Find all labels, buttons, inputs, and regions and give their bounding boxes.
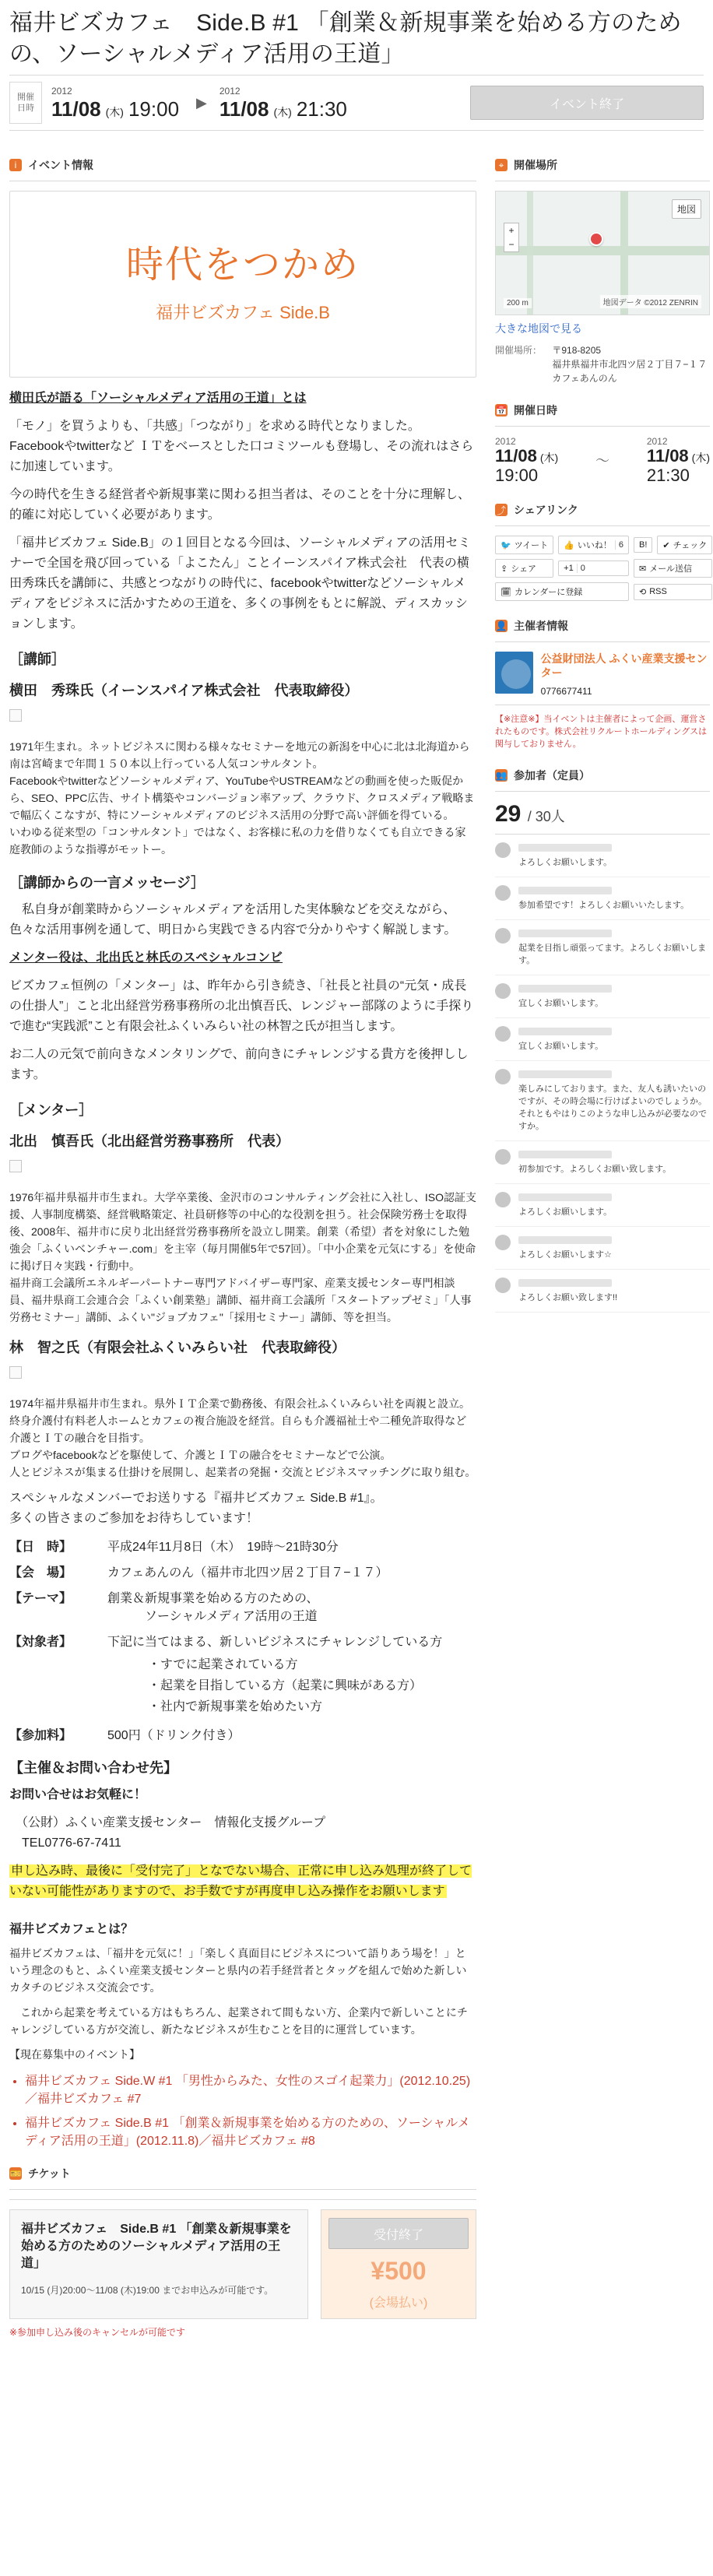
- participants-capacity: 30人: [535, 809, 565, 824]
- hero-sub-text: 福井ビズカフェ Side.B: [156, 302, 330, 322]
- share-plusone-button[interactable]: [558, 561, 629, 576]
- avatar: [495, 1149, 511, 1165]
- participant-body: [518, 1026, 710, 1053]
- event-datetime-bar: [9, 75, 704, 131]
- share-calendar-button[interactable]: [495, 582, 629, 601]
- sidebar: [495, 140, 710, 2339]
- side-share-title: [495, 497, 710, 526]
- desc-heading: 横田氏が語る「ソーシャルメディア活用の王道」とは: [9, 392, 307, 405]
- detail-theme: [9, 1588, 476, 1624]
- side-venue-title: [495, 153, 710, 181]
- info-icon: i: [9, 159, 22, 171]
- ticket-price-sub: (会場払い): [369, 2297, 428, 2310]
- participant-item: [495, 835, 710, 877]
- venue-meta-value: 〒918-8205 福井県福井市北四ツ居２丁目７−１７ カフェあんのん: [552, 345, 708, 384]
- participant-name-blur: [518, 1236, 612, 1244]
- participant-item: [495, 920, 710, 975]
- event-status-button[interactable]: イベント終了: [470, 86, 704, 120]
- ticket-note: ※参加申し込み後のキャンセルが可能です: [9, 2327, 186, 2338]
- end-year: 2012: [219, 85, 241, 97]
- participant-name-blur: [518, 1279, 612, 1287]
- end-line: [220, 98, 352, 121]
- share-rss-button[interactable]: [634, 584, 712, 600]
- lecturer-bio: 1971年生まれ。ネットビジネスに関わる様々なセミナーを地元の新潟を中心に北は北海道から南は宮崎まで年間１５０本以上行っている人気コンサルタント。 Facebookやtwitterなどソーシャルメディア、YouTubeやUSTREAMなどの動画を使った販促から、SEO、PPC広告、サイト構築やコンバージョン率アップ、クラウド、クロスメディア戦略まで幅広くこなすが、特にソーシャルメディアのビジネス活用の分野で高い評価を得ている。 いわゆる従来型の「コンサルタント」ではなく、お客様に私の力を借りなくても自立できる家庭教師のような指導がモットー。: [9, 740, 475, 856]
- map-zoom-controls[interactable]: [504, 223, 519, 252]
- detail-fee-key: 【参加料】: [9, 1729, 72, 1742]
- side-start: [495, 436, 558, 485]
- mentor-heading: メンター役は、北出氏と林氏のスペシャルコンビ: [9, 951, 283, 965]
- ticket-closed-button[interactable]: 受付終了: [328, 2218, 469, 2249]
- rss-icon: ⟲: [638, 587, 647, 597]
- share-mail-button[interactable]: [634, 559, 712, 578]
- participant-item: [495, 1184, 710, 1227]
- mentor-paragraph: ビズカフェ恒例の「メンター」は、昨年から引き続き、「社長と社員の“元気・成長の仕掛人”」こと北出経営労務事務所の北出慎吾氏、レンジャー部隊のように手探りで進む“実践派”こと有限会社ふくいみらい社の林智之氏が担当します。: [9, 979, 474, 1033]
- ticket-price: ¥500: [371, 2257, 427, 2285]
- side-start-time: 19:00: [495, 466, 539, 485]
- map-copyright: 地図データ ©2012 ZENRIN: [600, 295, 701, 308]
- contact-lead: お問い合せはお気軽に！: [9, 1788, 147, 1801]
- avatar: [495, 1277, 511, 1293]
- organizer-icon: 👤: [495, 620, 508, 631]
- participant-name-blur: [518, 1151, 612, 1158]
- mail-icon: ✉: [638, 564, 647, 574]
- share-label: RSS: [649, 587, 667, 596]
- participant-item: [495, 1061, 710, 1141]
- bizcafe-about-2: これから起業を考えている方はもちろん、起業されて間もない方、企業内で新しいことにチャレンジしている方が交流し、新たなビジネスが生むことを目的に運営しています。: [9, 2006, 468, 2036]
- participant-item: [495, 1141, 710, 1184]
- detail-theme-key: 【テーマ】: [9, 1592, 72, 1605]
- current-events-list: [9, 2071, 476, 2149]
- start-datetime: [51, 86, 184, 121]
- detail-venue-value: カフェあんのん（福井市北四ツ居２丁目７−１７）: [107, 1566, 388, 1580]
- venue-meta-key: 開催場所：: [495, 345, 543, 356]
- side-participants-title: [495, 763, 710, 792]
- target-item: ・すでに起業されている方: [148, 1658, 298, 1671]
- target-list: [107, 1654, 476, 1714]
- end-dow: (木): [273, 105, 292, 118]
- participant-message: 初参加です。よろしくお願い致します。: [518, 1165, 672, 1174]
- side-datetime-title: [495, 398, 710, 427]
- hero-main-text: 時代をつかめ: [125, 244, 360, 286]
- desc-3: [9, 533, 476, 634]
- side-end-year: 2012: [646, 436, 668, 447]
- avatar: [495, 842, 511, 858]
- side-end: [647, 436, 710, 485]
- map-type-button[interactable]: 地図: [672, 199, 701, 219]
- participant-name-blur: [518, 985, 612, 993]
- share-label: +1: [564, 564, 574, 573]
- participant-name-blur: [518, 930, 612, 937]
- section-ticket: [9, 2161, 476, 2190]
- participant-body: [518, 1069, 710, 1133]
- start-dow: (木): [105, 105, 124, 118]
- ticket-card: [9, 2199, 476, 2319]
- side-datetime-title-label: 開催日時: [514, 404, 557, 416]
- detail-datetime-value: 平成24年11月8日（木） 19時〜21時30分: [107, 1541, 339, 1554]
- detail-target-key: 【対象者】: [9, 1636, 72, 1649]
- side-end-date: 11/08: [646, 446, 689, 466]
- calendar-add-icon: 🗓: [501, 587, 511, 597]
- start-date: 11/08: [51, 97, 101, 121]
- bigger-map-link[interactable]: 大きな地図で見る: [495, 322, 582, 335]
- side-share-title-label: シェアリンク: [514, 504, 578, 516]
- share-label: シェア: [511, 564, 536, 574]
- avatar: [495, 928, 511, 944]
- venue-meta: [495, 343, 710, 385]
- side-dates: [495, 436, 710, 485]
- image-placeholder-icon: [9, 1160, 22, 1172]
- current-events-label: 【現在募集中のイベント】: [9, 2048, 140, 2061]
- map-widget[interactable]: [495, 191, 710, 315]
- share-label: いいね！: [577, 541, 612, 550]
- desc-paragraph: 「モノ」を買うよりも、「共感」「つながり」を求める時代となりました。 Facebookやtwitterなど ＩＴをベースとした口コミツールも登場し、その流れはさらに加速しています。: [9, 420, 474, 473]
- detail-datetime: [9, 1537, 476, 1555]
- detail-venue-key: 【会 場】: [9, 1566, 72, 1580]
- share-label: カレンダーに登録: [514, 588, 583, 597]
- side-participants-title-label: 参加者（定員）: [514, 769, 590, 782]
- participant-name-blur: [518, 1070, 612, 1078]
- image-placeholder-icon: [9, 709, 22, 722]
- end-time: 21:30: [296, 97, 347, 121]
- participant-message: よろしくお願いします。: [518, 858, 613, 867]
- participant-body: [518, 1149, 710, 1176]
- bizcafe-about-1: 福井ビズカフェは、「福井を元気に！」「楽しく真面目にビジネスについて語りあう場を！」という理念のもと、ふくい産業支援センターと県内の若手経営者とタッグを組んで始めた新しいカタチのビジネス交流会です。: [9, 1947, 467, 1994]
- event-description: [9, 388, 476, 2149]
- detail-fee-value: 500円（ドリンク付き）: [107, 1729, 241, 1742]
- section-message: ［講師からの一言メッセージ］: [9, 875, 205, 891]
- side-start-year: 2012: [495, 436, 516, 447]
- participant-body: [518, 928, 710, 967]
- current-event-text[interactable]: 福井ビズカフェ Side.W #1 「男性からみた、女性のスゴイ起業力」(2012.10.25)／福井ビズカフェ #7: [25, 2075, 471, 2106]
- share-icon: ⤴: [496, 504, 506, 516]
- start-line: [51, 98, 184, 121]
- detail-theme-value: 創業＆新規事業を始める方のための、 ソーシャルメディア活用の王道: [107, 1592, 319, 1623]
- avatar: [495, 1235, 511, 1250]
- participant-name-blur: [518, 1193, 612, 1201]
- share-like-button[interactable]: [558, 536, 629, 554]
- participants-number: 29: [495, 801, 522, 827]
- calendar-icon: 📅: [495, 405, 508, 416]
- map-link-wrap: [495, 320, 710, 337]
- zoom-out-icon[interactable]: −: [508, 239, 515, 250]
- important-highlight: 申し込み時、最後に「受付完了」となでない場合、正常に申し込み処理が終了していない可能性がありますので、お手数ですが再度申し込み操作をお願いします: [9, 1864, 472, 1898]
- end-date: 11/08: [219, 97, 269, 121]
- participant-item: [495, 1227, 710, 1270]
- participants-icon: 👥: [495, 770, 508, 781]
- location-icon: ⌖: [495, 159, 508, 171]
- participants-list: [495, 834, 710, 1313]
- start-time: 19:00: [128, 97, 180, 121]
- organizer-tel: 0776677411: [540, 686, 592, 697]
- section-contact: 【主催＆お問い合わせ先】: [9, 1760, 177, 1776]
- ticket-icon: 🎫: [9, 2168, 22, 2179]
- current-event-text[interactable]: 福井ビズカフェ Side.B #1 「創業＆新規事業を始める方のための、ソーシャルメディア活用の王道」(2012.11.8)／福井ビズカフェ #8: [25, 2117, 470, 2148]
- desc-paragraph: 「福井ビズカフェ Side.B」の１回目となる今回は、ソーシャルメディアの活用セミナーで全国を飛び回っている「よこたん」ことイーンスパイア株式会社 代表の横田秀珠氏を講師に、共感とつながりの時代に、facebookやtwitterなどソーシャルメディアをビジネスに活かすための王道を、多くの事例をもとに解説、ディスカッションします。: [9, 536, 471, 631]
- share-count: 0: [577, 564, 585, 573]
- zoom-in-icon[interactable]: +: [508, 225, 515, 236]
- participant-message: よろしくお願い致します!!: [518, 1293, 618, 1302]
- date-badge: [9, 82, 42, 124]
- share-buttons: [495, 536, 710, 601]
- mentor-paragraph-2: お二人の元気で前向きなメンタリングで、前向きにチャレンジする貴方を後押しします。: [9, 1048, 469, 1081]
- organizer-info: [541, 652, 710, 697]
- participant-message: 楽しみにしております。また、友人も誘いたいのですが、その時会場に行けばよいのでしょうか。それともやはりこのような申し込みが必要なのですか。: [518, 1084, 707, 1131]
- participant-message: よろしくお願いします☆: [518, 1250, 612, 1260]
- participant-message: 参加希望です！よろしくお願いいたします。: [518, 901, 690, 910]
- participant-item: [495, 877, 710, 920]
- side-end-dow: (木): [691, 452, 710, 464]
- side-organizer-title: [495, 613, 710, 642]
- main-column: [9, 140, 476, 2339]
- side-organizer-title-label: 主催者情報: [514, 620, 568, 632]
- map-marker-icon[interactable]: [589, 232, 603, 246]
- section-ticket-label: チケット: [28, 2167, 71, 2180]
- invite-paragraph: スペシャルなメンバーでお送りする『福井ビズカフェ Side.B #1』。 多くの皆さまのご参加をお待ちしています！: [9, 1492, 383, 1525]
- current-event-link[interactable]: [25, 2113, 476, 2149]
- ticket-info: [9, 2209, 308, 2319]
- desc-2: [9, 485, 476, 525]
- avatar: [495, 1026, 511, 1042]
- detail-target: [9, 1632, 476, 1717]
- mentor-2-bio: 1974年福井県福井市生まれ。県外ＩＴ企業で勤務後、有限会社ふくいみらい社を両親と設立。終身介護付有料老人ホームとカフェの複合施設を経営。自らも介護福祉士や二種免許取得など介護とＩＴの融合を目指す。 ブログやfacebookなどを駆使して、介護とＩＴの融合をセミナーなどで公演。 人とビジネスが集まる仕掛けを展開し、起業者の発掘・交流とビジネスマッチングに取り組む。: [9, 1397, 476, 1478]
- date-badge-text: 開催 日時: [17, 93, 34, 113]
- detail-datetime-key: 【日 時】: [9, 1541, 72, 1554]
- start-year: 2012: [51, 85, 72, 97]
- avatar: [495, 1069, 511, 1084]
- participant-message: 起業を目指し頑張ってます。よろしくお願いします。: [518, 944, 707, 965]
- mentor-2-name: 林 智之氏（有限会社ふくいみらい社 代表取締役）: [9, 1340, 346, 1355]
- current-event-link[interactable]: [25, 2071, 476, 2107]
- share-check-button[interactable]: [657, 536, 712, 554]
- contact-details: （公財）ふくい産業支援センター 情報化支援グループ TEL0776-67-7411: [22, 1816, 326, 1850]
- image-placeholder-icon: [9, 1366, 22, 1379]
- range-arrow-icon: ▶: [196, 94, 207, 111]
- share-share-button[interactable]: [495, 559, 553, 578]
- side-end-time: 21:30: [646, 466, 690, 485]
- organizer-name-link[interactable]: 公益財団法人 ふくい産業支援センター: [540, 652, 708, 679]
- venue-meta-row: [495, 343, 710, 385]
- detail-fee: [9, 1725, 476, 1743]
- organizer-card: [495, 652, 710, 697]
- like-icon: 👍: [564, 540, 574, 550]
- participant-item: [495, 975, 710, 1018]
- organizer-alert: 【※注意※】当イベントは主催者によって企画、運営されたものです。株式会社リクルートホールディングスは関与しておりません。: [495, 705, 710, 750]
- end-datetime: [220, 86, 352, 121]
- detail-target-text: 下記に当てはまる、新しいビジネスにチャレンジしている方: [107, 1636, 443, 1649]
- hero-banner: [9, 191, 476, 378]
- share-label: B!: [638, 540, 648, 550]
- share-label: ツイート: [514, 541, 549, 550]
- participant-message: 宜しくお願いします。: [518, 1042, 604, 1051]
- avatar: [495, 885, 511, 901]
- desc-paragraph: 今の時代を生きる経営者や新規事業に関わる担当者は、そのことを十分に理解し、的確に対応していく必要があります。: [9, 488, 471, 522]
- side-start-line: [495, 447, 558, 466]
- share-tweet-button[interactable]: [495, 536, 553, 554]
- lecturer-name: 横田 秀珠氏（イーンスパイア株式会社 代表取締役）: [9, 683, 359, 698]
- section-mentor: ［メンター］: [9, 1102, 93, 1118]
- tweet-icon: 🐦: [501, 540, 511, 550]
- participant-body: [518, 983, 710, 1010]
- share-label: メール送信: [649, 564, 692, 574]
- participants-count: 29 / 30人: [495, 801, 565, 827]
- participant-message: 宜しくお願いします。: [518, 999, 604, 1008]
- avatar: [495, 1192, 511, 1207]
- side-end-line: [647, 447, 710, 466]
- participant-name-blur: [518, 1028, 612, 1035]
- ticket-title: 福井ビズカフェ Side.B #1 「創業＆新規事業を始める方のためのソーシャルメディア活用の王道」: [21, 2223, 292, 2270]
- participant-body: [518, 1277, 710, 1304]
- participant-body: [518, 1192, 710, 1218]
- bizcafe-about-heading: 福井ビズカフェとは？: [9, 1923, 134, 1936]
- detail-target-value: [107, 1632, 476, 1717]
- avatar: [495, 983, 511, 999]
- desc-0: [9, 388, 476, 409]
- check-icon: ✔: [662, 540, 670, 550]
- section-event-info-label: イベント情報: [28, 159, 93, 171]
- side-venue-title-label: 開催場所: [514, 159, 557, 171]
- page-title: 福井ビズカフェ Side.B #1 「創業＆新規事業を始める方のための、ソーシャルメディア活用の王道」: [9, 10, 682, 67]
- participant-message: よろしくお願いします。: [518, 1207, 613, 1217]
- mentor-1-name: 北出 慎吾氏（北出経営労務事務所 代表）: [9, 1133, 290, 1149]
- organizer-logo: [495, 652, 533, 694]
- ticket-range: 10/15 (月)20:00〜11/08 (木)19:00 までお申込みが可能です。: [21, 2285, 274, 2296]
- important-note: [9, 1861, 476, 1902]
- detail-venue: [9, 1562, 476, 1580]
- participant-body: [518, 1235, 710, 1261]
- map-scale: 200 m: [504, 298, 532, 308]
- target-item: ・社内で新規事業を始めたい方: [148, 1700, 323, 1713]
- map-road: [527, 192, 533, 315]
- side-start-date: 11/08: [495, 446, 537, 466]
- mentor-1-bio: 1976年福井県福井市生まれ。大学卒業後、金沢市のコンサルティング会社に入社し、ISO認証支援、人事制度構築、経営戦略策定、社員研修等の中心的な役割を担う。社会保険労務士を取得後、2008年、福井市に戻り北出経営労務事務所を設立し開業。創業（希望）者を対象にした勉強会「ふくいベンチャー.com」を主宰（毎月開催5年で57回）。「中小企業を元気にする」を使命に掲げ日々実践・行動中。 福井商工会議所エネルギーパートナー専門アドバイザー専門家、産業支援センター専門相談員、福井県商工会連合会「ふくい創業塾」講師、福井商工会議所「スタートアップゼミ」「人事労務セミナー」講師、ふくい"ジョブカフェ"「採用セミナー」講師、等を担当。: [9, 1191, 476, 1323]
- desc-1: [9, 416, 476, 477]
- side-start-dow: (木): [539, 452, 559, 464]
- share-icon: ⇪: [501, 564, 508, 574]
- section-event-info: [9, 153, 476, 181]
- ticket-price-panel: [321, 2209, 476, 2319]
- participant-item: [495, 1018, 710, 1061]
- target-item: ・起業を目指している方（起業に興味がある方）: [148, 1679, 423, 1692]
- content-layout: [9, 140, 710, 2339]
- side-range-arrow-icon: 〜: [595, 453, 609, 469]
- participant-item: [495, 1270, 710, 1313]
- share-count: 6: [615, 540, 623, 550]
- message-paragraph: 私自身が創業時からソーシャルメディアを活用した実体験などを交えながら、色々な活用事例を通して、明日から実践できる内容で分かりやすく解説します。: [9, 903, 457, 937]
- participant-body: [518, 842, 710, 869]
- participant-name-blur: [518, 887, 612, 894]
- share-label: チェック: [673, 541, 708, 550]
- participant-body: [518, 885, 710, 912]
- participant-name-blur: [518, 844, 612, 852]
- section-lecturer: ［講師］: [9, 652, 65, 667]
- share-hatena-button[interactable]: [634, 537, 652, 553]
